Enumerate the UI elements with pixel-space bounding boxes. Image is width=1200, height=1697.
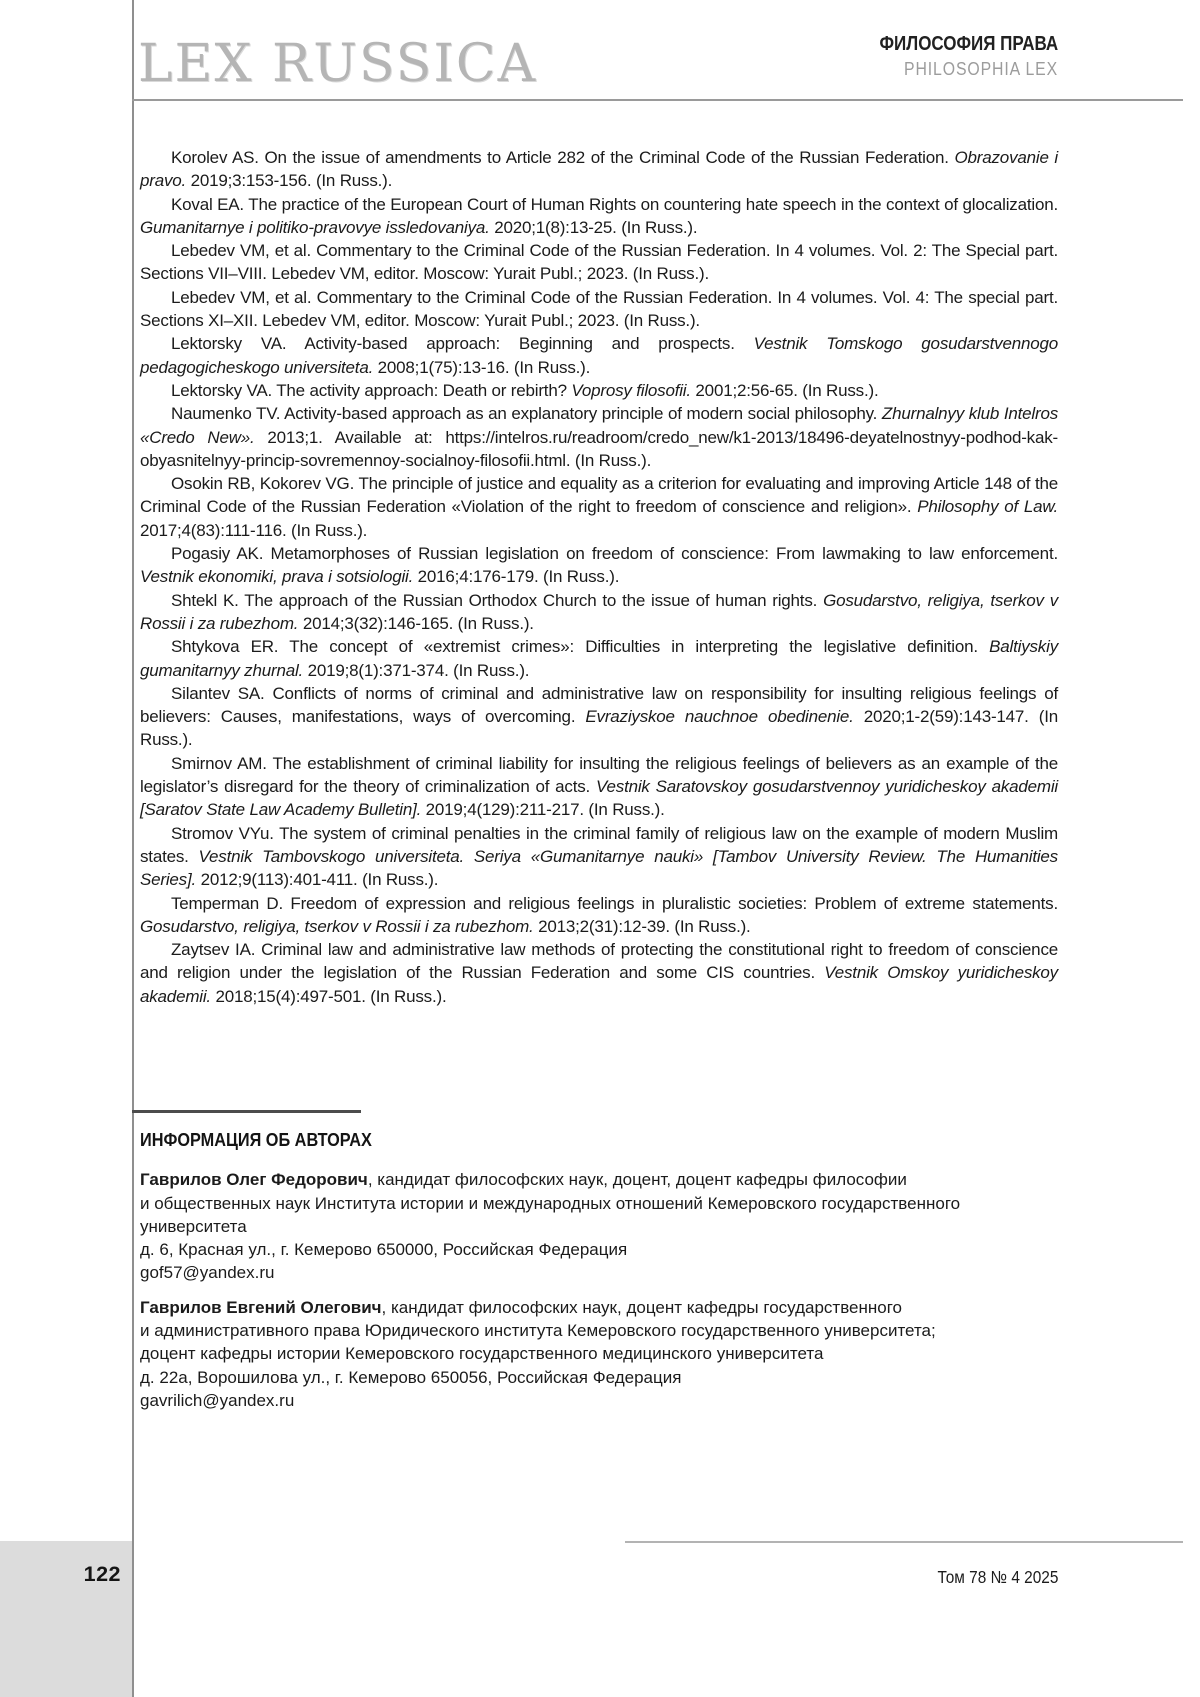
reference-entry: Silantev SA. Conflicts of norms of criminal and administrative law on responsibility for insulting religious feelings of believers: Causes, manifestations, ways of overcoming. Evraziyskoe nauchnoe obedinenie. 2020;1-2(59):143-147. (In Russ.). (140, 683, 1058, 750)
header-rule (132, 99, 1183, 101)
reference-entry: Stromov VYu. The system of criminal penalties in the criminal family of religious law on the example of modern Muslim states. Vestnik Tambovskogo universiteta. Seriya «Gumanitarnye nauki» [Tambov University Review. The Humanities Series]. 2012;9(113):401-411. (In Russ.). (140, 823, 1058, 890)
author-name: Гаврилов Евгений Олегович (140, 1297, 382, 1317)
references-list (140, 146, 1058, 1008)
reference-entry: Smirnov AM. The establishment of criminal liability for insulting the religious feelings of believers as an example of the legislator’s disregard for the theory of criminalization of acts. Vestnik Saratovskoy gosudarstvennoy yuridicheskoy akademii [Saratov State Law Academy Bulletin]. 2019;4(129):211-217. (In Russ.). (140, 753, 1059, 820)
reference-entry: Naumenko TV. Activity-based approach as an explanatory principle of modern social philosophy. Zhurnalnyy klub Intelros «Credo New». 2013;1. Available at: https://intelros.ru/readroom/credo_new/k1-2013/18496-deyatelnostnyy-podhod-kak-obyasnitelnyy-princip-sovremennoy-socialnoy-filosofii.html. (In Russ.). (140, 404, 1058, 470)
author-email: gavrilich@yandex.ru (140, 1390, 295, 1410)
reference-entry: Lektorsky VA. The activity approach: Death or rebirth? Voprosy filosofii. 2001;2:56-65. (In Russ.). (171, 380, 879, 400)
authors-heading: ИНФОРМАЦИЯ ОБ АВТОРАХ (140, 1129, 372, 1150)
authors-section (140, 1128, 1058, 1423)
author-name: Гаврилов Олег Федорович (140, 1170, 368, 1190)
author-block (140, 1168, 1058, 1284)
author-heading-line (140, 1296, 1058, 1319)
reference-entry: Shtykova ER. The concept of «extremist crimes»: Difficulties in interpreting the legislative definition. Baltiyskiy gumanitarnyy zhurnal. 2019;8(1):371-374. (In Russ.). (140, 637, 1058, 680)
reference-entry: Lebedev VM, et al. Commentary to the Criminal Code of the Russian Federation. In 4 volumes. Vol. 4: The special part. Sections XI–XII. Lebedev VM, editor. Moscow: Yurait Publ.; 2023. (In Russ.). (140, 287, 1058, 331)
author-role-text: , кандидат философских наук, доцент кафедры государственного (381, 1297, 903, 1317)
author-heading-line (140, 1168, 1058, 1191)
author-affiliation-line: университета (140, 1216, 247, 1236)
author-affiliation-line: доцент кафедры истории Кемеровского государственного медицинского университета (140, 1344, 824, 1364)
author-role-text: , кандидат философских наук, доцент, доцент кафедры философии (367, 1170, 907, 1190)
journal-title-lat: PHILOSOPHIA LEX (903, 59, 1058, 79)
page-number-box (0, 1541, 132, 1697)
author-block (140, 1296, 1058, 1412)
authors-separator (132, 1110, 361, 1113)
vertical-rule (132, 0, 134, 1697)
reference-entry: Temperman D. Freedom of expression and religious feelings in pluralistic societies: Problem of extreme statements. Gosudarstvo, religiya, tserkov v Rossii i za rubezhom. 2013;2(31):12-39. (In Russ.). (140, 893, 1058, 936)
author-address: д. 6, Красная ул., г. Кемерово 650000, Российская Федерация (140, 1240, 628, 1260)
reference-entry: Osokin RB, Kokorev VG. The principle of justice and equality as a criterion for evaluating and improving Article 148 of the Criminal Code of the Russian Federation «Violation of the right to freedom of conscience and religion». Philosophy of Law. 2017;4(83):111-116. (In Russ.). (140, 474, 1058, 540)
volume-label: Том 78 № 4 2025 (937, 1567, 1058, 1587)
journal-title-ru: ФИЛОСОФИЯ ПРАВА (879, 33, 1058, 55)
header-titles (848, 31, 1058, 81)
reference-entry: Lektorsky VA. Activity-based approach: Beginning and prospects. Vestnik Tomskogo gosudarstvennogo pedagogicheskogo universiteta. 2008;1(75):13-16. (In Russ.). (140, 334, 1058, 377)
footer-rule (625, 1541, 1183, 1543)
author-affiliation-line: и административного права Юридического института Кемеровского государственного университета; (140, 1321, 936, 1341)
page-number: 122 (83, 1562, 121, 1586)
reference-entry: Korolev AS. On the issue of amendments to Article 282 of the Criminal Code of the Russian Federation. Obrazovanie i pravo. 2019;3:153-156. (In Russ.). (140, 148, 1058, 191)
reference-entry: Pogasiy AK. Metamorphoses of Russian legislation on freedom of conscience: From lawmaking to law enforcement. Vestnik ekonomiki, prava i sotsiologii. 2016;4:176-179. (In Russ.). (140, 544, 1058, 587)
author-address: д. 22а, Ворошилова ул., г. Кемерово 650056, Российская Федерация (140, 1367, 682, 1387)
reference-entry: Zaytsev IA. Criminal law and administrative law methods of protecting the constitutional right to freedom of conscience and religion under the legislation of the Russian Federation and some CIS countries. Vestnik Omskoy yuridicheskoy akademii. 2018;15(4):497-501. (In Russ.). (140, 940, 1058, 1006)
authors-list (140, 1168, 1058, 1412)
author-email: gof57@yandex.ru (140, 1263, 275, 1283)
reference-entry: Shtekl K. The approach of the Russian Orthodox Church to the issue of human rights. Gosudarstvo, religiya, tserkov v Rossii i za rubezhom. 2014;3(32):146-165. (In Russ.). (140, 590, 1058, 633)
author-affiliation-line: и общественных наук Института истории и международных отношений Кемеровского государственного (140, 1193, 961, 1213)
reference-entry: Koval EA. The practice of the European Court of Human Rights on countering hate speech in the context of glocalization. Gumanitarnye i politiko-pravovye issledovaniya. 2020;1(8):13-25. (In Russ.). (140, 194, 1058, 237)
journal-logo: LEX RUSSICA (138, 34, 538, 94)
reference-entry: Lebedev VM, et al. Commentary to the Criminal Code of the Russian Federation. In 4 volumes. Vol. 2: The Special part. Sections VII–VIII. Lebedev VM, editor. Moscow: Yurait Publ.; 2023. (In Russ.). (140, 241, 1058, 284)
